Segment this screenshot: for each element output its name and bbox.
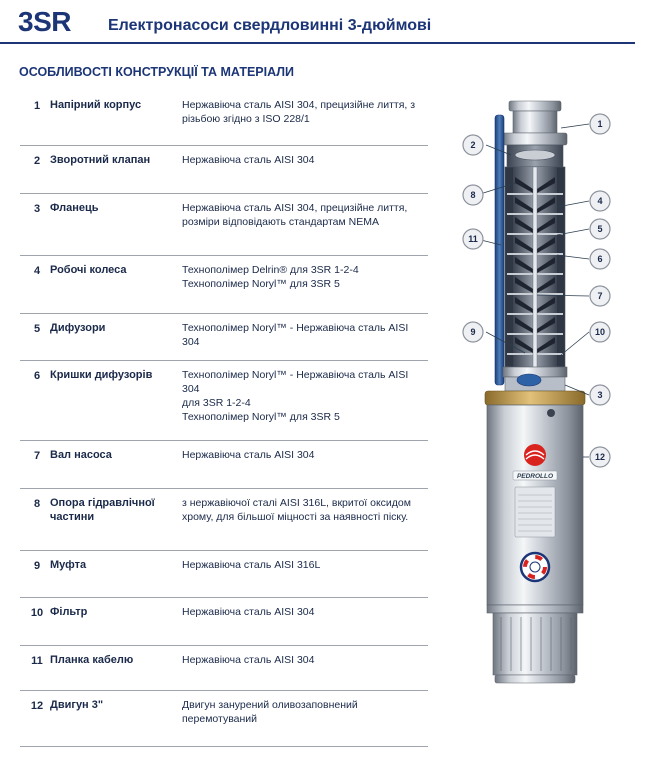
component-material	[182, 321, 428, 349]
svg-text:4: 4	[597, 196, 603, 206]
page-header	[0, 0, 647, 44]
brand-label: PEDROLLO	[516, 473, 554, 480]
row-number: 4	[33, 265, 41, 277]
svg-text:6: 6	[597, 254, 603, 264]
svg-text:5: 5	[597, 224, 603, 234]
svg-text:8: 8	[470, 190, 476, 200]
component-material	[182, 153, 428, 167]
table-row	[20, 645, 428, 691]
component-name: Вал насоса	[50, 449, 112, 461]
model-code: 3SR	[18, 6, 71, 37]
row-number: 11	[31, 655, 43, 667]
material-line: Нержавіюча сталь AISI 316L	[182, 559, 321, 571]
svg-text:9: 9	[470, 327, 476, 337]
callout-8	[463, 185, 483, 205]
table-row	[20, 440, 428, 489]
svg-text:1: 1	[597, 119, 603, 129]
callout-12	[590, 447, 610, 467]
row-number: 7	[33, 450, 41, 462]
table-row	[20, 145, 428, 194]
component-material	[182, 496, 428, 524]
callout-4	[590, 191, 610, 211]
material-line: розміри відповідають стандартам NEMA	[182, 216, 379, 228]
svg-text:3: 3	[597, 390, 603, 400]
material-line: хрому, для більшої міцності за наявності піску.	[182, 511, 409, 523]
callout-2	[463, 135, 483, 155]
material-line: Двигун занурений оливозаповнений	[182, 699, 358, 711]
callout-7	[590, 286, 610, 306]
material-line: Технополімер Noryl™ - Нержавіюча сталь AISI 304	[182, 369, 409, 395]
material-line: Технополімер Noryl™ - Нержавіюча сталь AISI 304	[182, 322, 409, 348]
table-row	[20, 193, 428, 256]
callout-5	[590, 219, 610, 239]
component-material	[182, 698, 428, 726]
table-row	[20, 488, 428, 551]
row-number: 9	[33, 560, 41, 572]
callout-9	[463, 322, 483, 342]
material-line: з нержавіючої сталі AISI 316L, вкритої оксидом	[182, 497, 411, 509]
row-number: 1	[33, 100, 41, 112]
component-name: Зворотний клапан	[50, 154, 151, 166]
material-line: Технополімер Delrin® для 3SR 1-2-4	[182, 264, 359, 276]
row-number: 6	[33, 370, 41, 382]
component-name: Напірний корпус	[50, 99, 142, 111]
component-material	[182, 98, 428, 126]
material-line: Нержавіюча сталь AISI 304	[182, 606, 315, 618]
callout-11	[463, 229, 483, 249]
component-material	[182, 558, 428, 572]
component-material	[182, 201, 428, 229]
callout-1	[590, 114, 610, 134]
page-title: Електронасоси свердловинні 3-дюймові	[108, 17, 432, 34]
svg-text:11: 11	[468, 234, 478, 244]
callout-3	[590, 385, 610, 405]
row-number: 3	[33, 203, 41, 215]
row-number: 10	[30, 607, 44, 619]
svg-text:7: 7	[597, 291, 603, 301]
table-row	[20, 90, 428, 146]
svg-text:12: 12	[594, 452, 606, 462]
row-number: 2	[33, 155, 41, 167]
table-row	[20, 360, 428, 441]
row-number: 8	[33, 498, 41, 510]
component-name: Муфта	[50, 559, 87, 571]
table-row	[20, 597, 428, 646]
component-name: Двигун 3"	[50, 699, 104, 711]
callout-10	[590, 322, 610, 342]
material-line: різьбою згідно з ISO 228/1	[182, 113, 310, 125]
component-name: Робочі колеса	[50, 264, 127, 276]
component-name: Дифузори	[50, 322, 106, 334]
table-row	[20, 255, 428, 314]
component-material	[182, 448, 428, 462]
component-name: Кришки дифузорів	[50, 369, 153, 381]
svg-text:2: 2	[470, 140, 476, 150]
row-number: 12	[30, 700, 44, 712]
material-line: Нержавіюча сталь AISI 304	[182, 449, 315, 461]
material-line: Нержавіюча сталь AISI 304	[182, 654, 315, 666]
material-line: Технополімер Noryl™ для 3SR 5	[182, 278, 340, 290]
component-material	[182, 653, 428, 667]
svg-text:10: 10	[594, 327, 606, 337]
table-row	[20, 690, 428, 747]
table-row	[20, 313, 428, 361]
component-material	[182, 368, 428, 424]
section-title: ОСОБЛИВОСТІ КОНСТРУКЦІЇ ТА МАТЕРІАЛИ	[19, 65, 295, 79]
pump-illustration	[455, 95, 647, 695]
table-row	[20, 550, 428, 598]
component-material	[182, 263, 428, 291]
row-number: 5	[33, 323, 41, 335]
component-name: Планка кабелю	[50, 654, 134, 666]
component-name: Опора гідравлічної частини	[50, 497, 155, 523]
component-name: Фланець	[50, 202, 99, 214]
component-material	[182, 605, 428, 619]
material-line: перемотуваний	[182, 713, 258, 725]
material-line: для 3SR 1-2-4	[182, 397, 251, 409]
header-divider	[0, 42, 635, 44]
callout-6	[590, 249, 610, 269]
material-line: Нержавіюча сталь AISI 304, прецизійне лиття, з	[182, 99, 416, 111]
material-line: Нержавіюча сталь AISI 304, прецизійне лиття,	[182, 202, 408, 214]
component-name: Фільтр	[50, 606, 88, 618]
material-line: Технополімер Noryl™ для 3SR 5	[182, 411, 340, 423]
material-line: Нержавіюча сталь AISI 304	[182, 154, 315, 166]
